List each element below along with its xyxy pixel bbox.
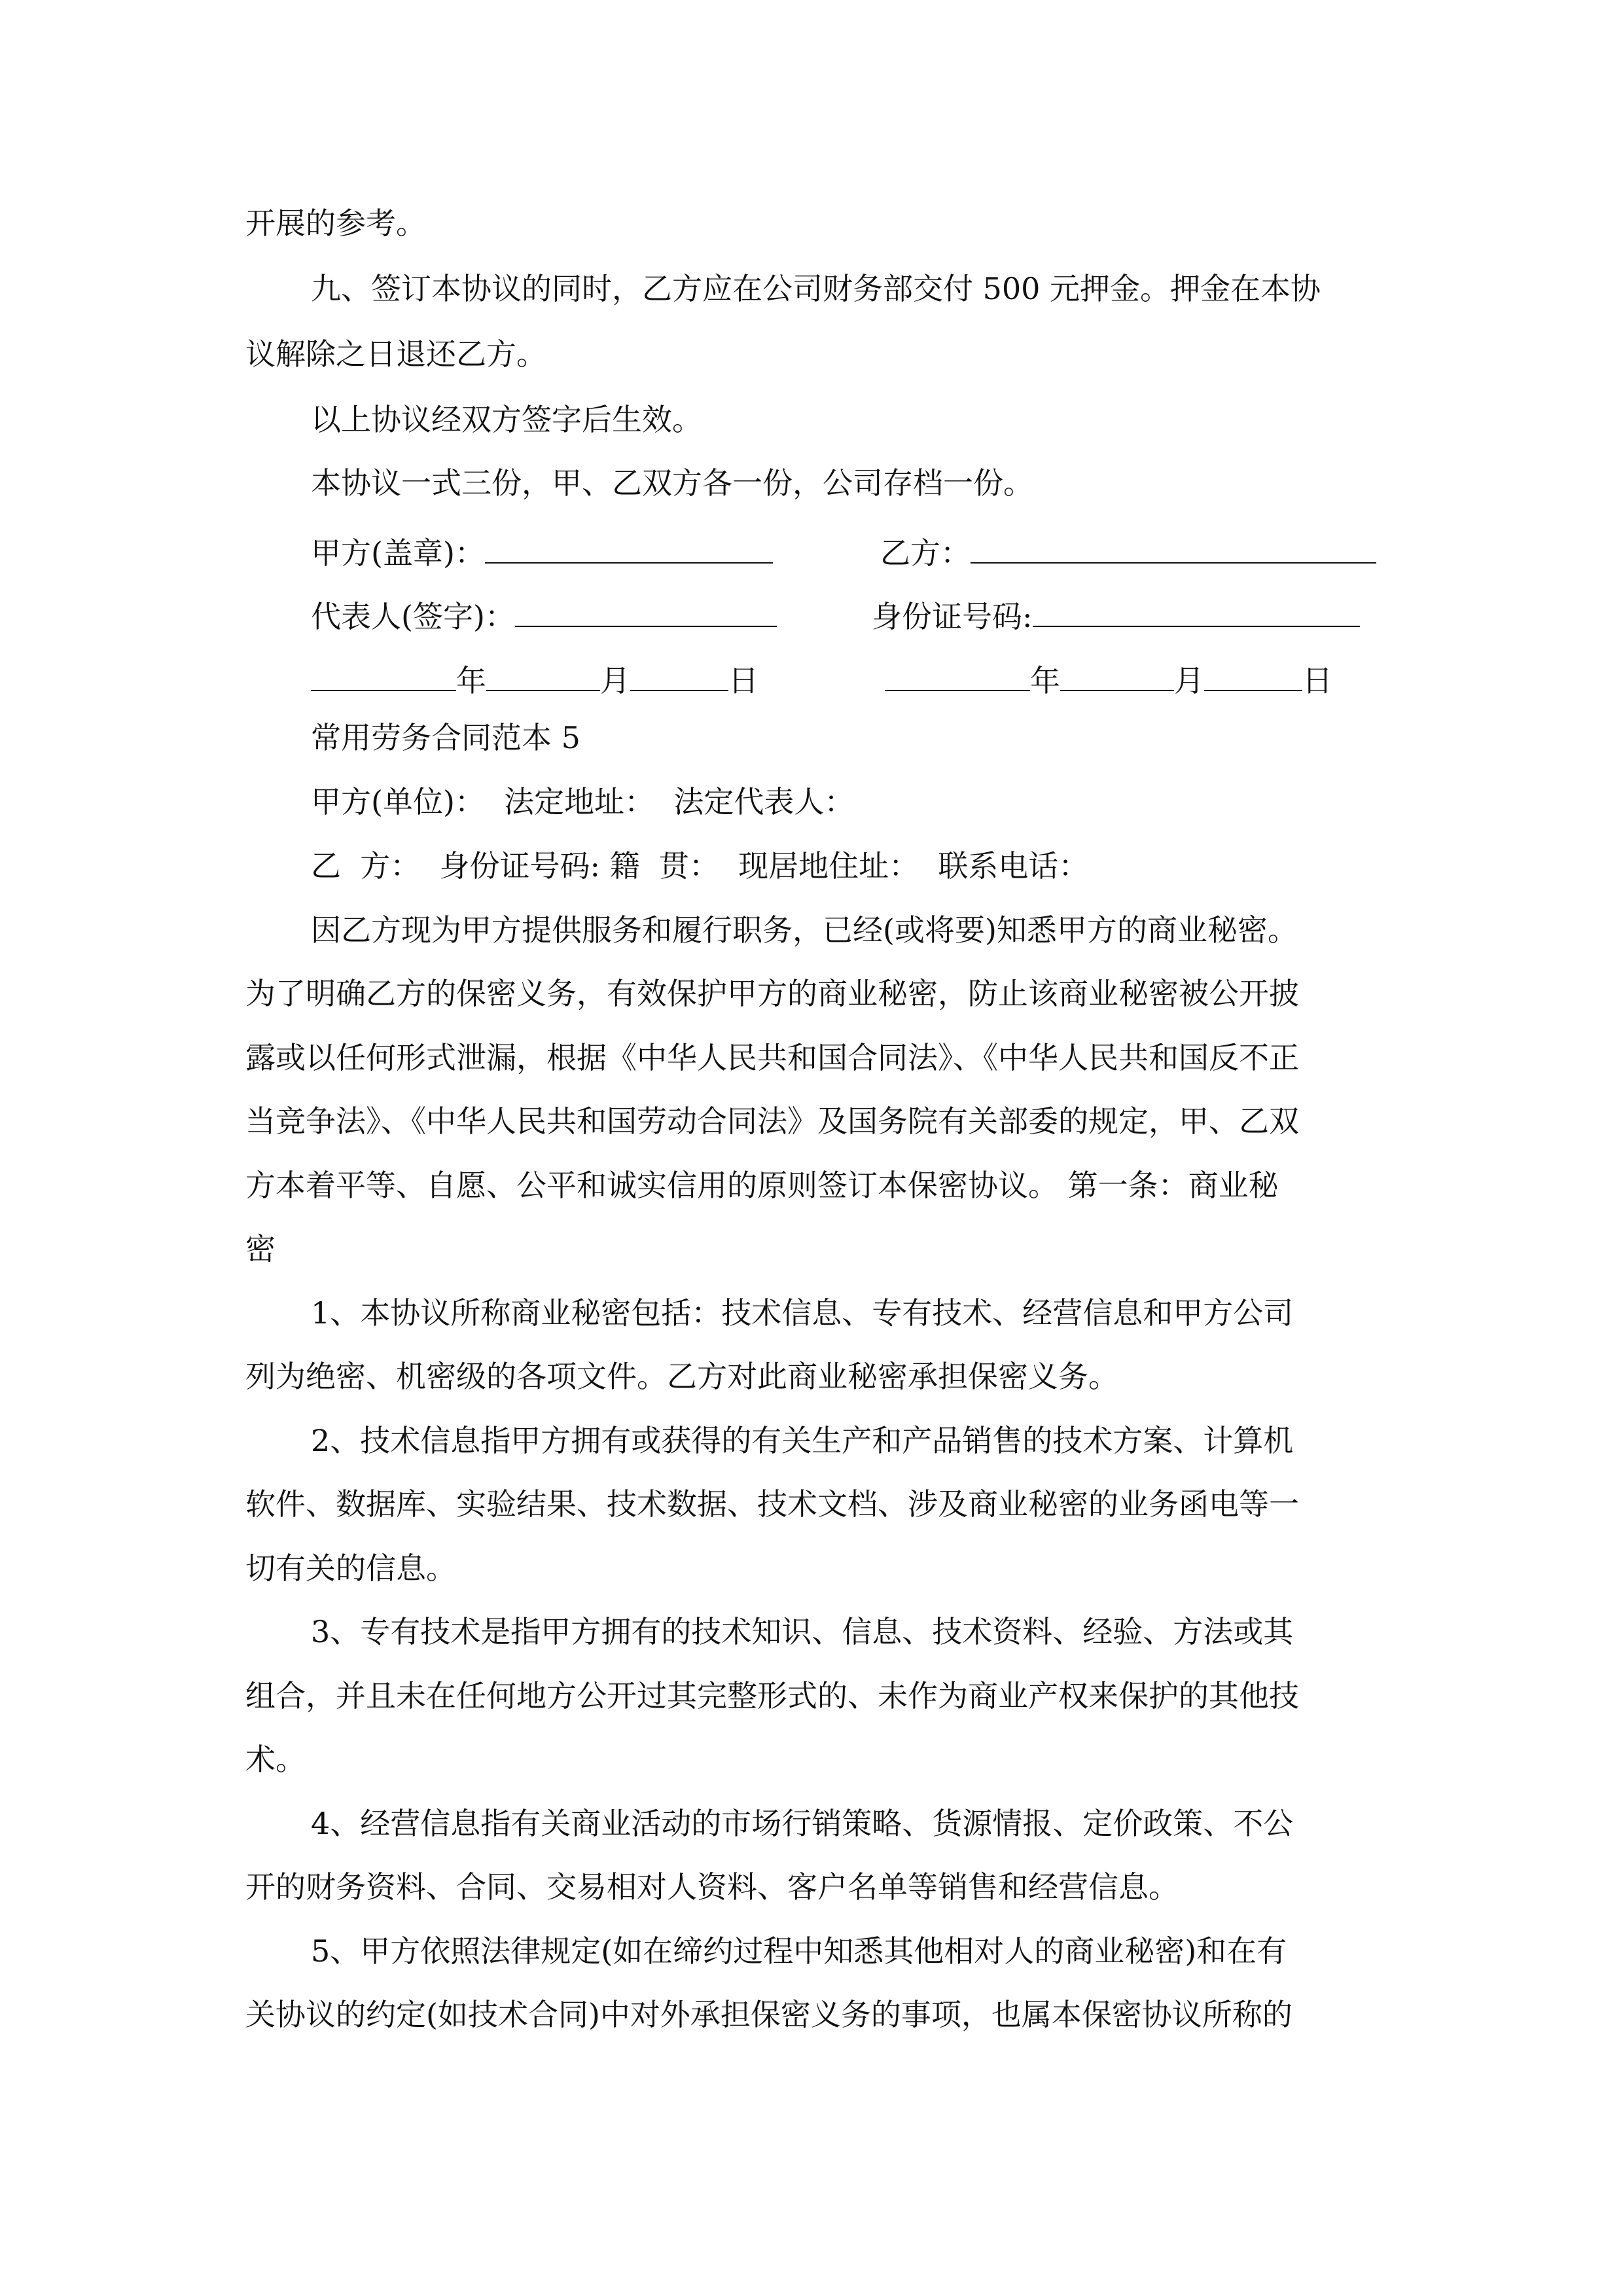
signature-row-id [872,596,1360,632]
month-blank [486,660,600,691]
day-blank [630,660,728,691]
paragraph-line: 方本着平等、自愿、公平和诚实信用的原则签订本保密协议。 第一条：商业秘 [245,1168,1279,1203]
paragraph-line: 以上协议经双方签字后生效。 [311,402,702,437]
day-blank [1204,660,1302,691]
paragraph-line: 为了明确乙方的保密义务，有效保护甲方的商业秘密，防止该商业秘密被公开披 [245,976,1299,1011]
paragraph-line: 乙 方： 身份证号码: 籍 贯： 现居地住址： 联系电话： [311,848,1089,884]
party-b-blank [971,532,1376,564]
paragraph-line: 露或以任何形式泄漏，根据《中华人民共和国合同法》、《中华人民共和国反不正 [245,1040,1299,1075]
paragraph-line: 密 [245,1231,276,1266]
paragraph-line: 开的财务资料、合同、交易相对人资料、客户名单等销售和经营信息。 [245,1869,1179,1905]
id-blank [1033,596,1360,627]
paragraph-line: 当竞争法》、《中华人民共和国劳动合同法》及国务院有关部委的规定，甲、乙双 [245,1103,1299,1139]
paragraph-line: 关协议的约定(如技术合同)中对外承担保密义务的事项，也属本保密协议所称的 [245,1997,1293,2032]
paragraph-line: 术。 [245,1742,306,1777]
year-label: 年 [456,663,486,698]
paragraph-line: 1、本协议所称商业秘密包括：技术信息、专有技术、经营信息和甲方公司 [311,1295,1294,1331]
paragraph-line: 4、经营信息指有关商业活动的市场行销策略、货源情报、定价政策、不公 [311,1806,1294,1841]
day-label: 日 [728,663,758,698]
party-a-label: 甲方(盖章)： [311,535,485,571]
id-colon: : [1022,599,1033,634]
date-row-b [885,660,1332,696]
rep-blank [515,596,777,627]
party-b-label: 乙方： [880,535,971,571]
rep-label: 代表人(签字)： [311,599,515,634]
id-label: 身份证号码 [872,599,1022,634]
paragraph-line: 因乙方现为甲方提供服务和履行职务，已经(或将要)知悉甲方的商业秘密。 [311,912,1298,948]
paragraph-line: 列为绝密、机密级的各项文件。乙方对此商业秘密承担保密义务。 [245,1359,1118,1394]
signature-row-party-b [880,532,1376,571]
month-label: 月 [600,663,630,698]
paragraph-line: 软件、数据库、实验结果、技术数据、技术文档、涉及商业秘密的业务函电等一 [245,1486,1299,1522]
date-row-a [311,660,758,696]
month-label: 月 [1174,663,1204,698]
paragraph-line: 5、甲方依照法律规定(如在缔约过程中知悉其他相对人的商业秘密)和在有 [311,1933,1287,1969]
paragraph-line: 开展的参考。 [245,206,426,241]
paragraph-line: 九、签订本协议的同时，乙方应在公司财务部交付 500 元押金。押金在本协 [311,271,1321,306]
paragraph-line: 3、专有技术是指甲方拥有的技术知识、信息、技术资料、经验、方法或其 [311,1614,1294,1649]
year-label: 年 [1030,663,1060,698]
paragraph-line: 议解除之日退还乙方。 [245,336,546,372]
paragraph-line: 本协议一式三份，甲、乙双方各一份，公司存档一份。 [311,465,1033,501]
paragraph-line: 组合，并且未在任何地方公开过其完整形式的、未作为商业产权来保护的其他技 [245,1678,1299,1713]
day-label: 日 [1302,663,1332,698]
signature-row-rep [311,596,777,632]
year-blank [885,660,1030,691]
section-heading: 常用劳务合同范本 5 [311,720,580,755]
month-blank [1060,660,1174,691]
paragraph-line: 2、技术信息指甲方拥有或获得的有关生产和产品销售的技术方案、计算机 [311,1423,1294,1458]
year-blank [311,660,456,691]
signature-row-party [311,532,773,571]
party-a-blank [485,532,773,564]
paragraph-line: 切有关的信息。 [245,1551,456,1586]
paragraph-line: 甲方(单位)： 法定地址： 法定代表人： [311,784,855,819]
